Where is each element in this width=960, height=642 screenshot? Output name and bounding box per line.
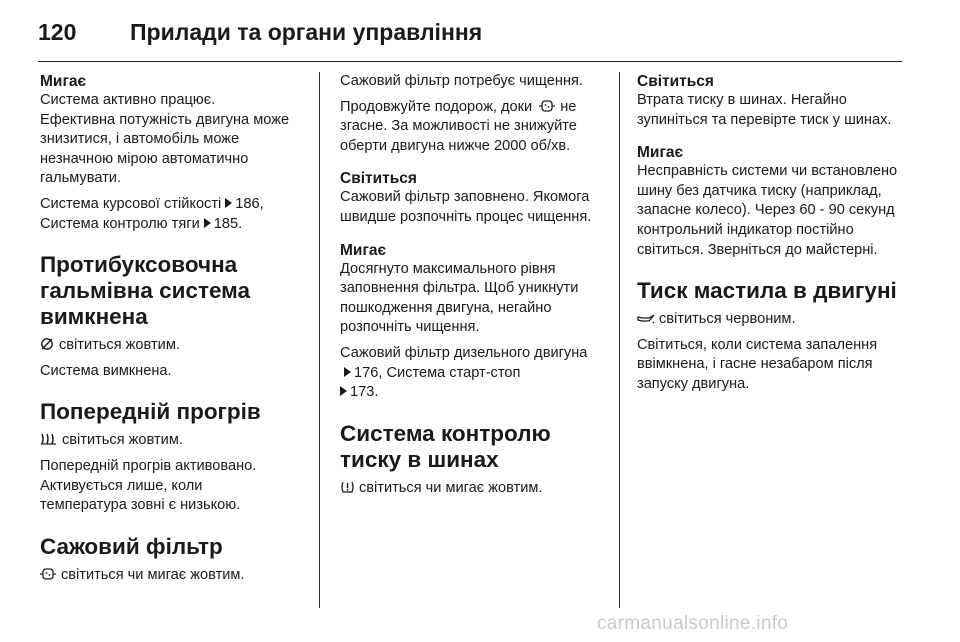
particle-filter-icon — [40, 567, 57, 581]
page-header — [38, 14, 482, 50]
paragraph: Сажовий фільтр заповнено. Якомога швидше розпочніть процес чищення. — [340, 189, 592, 225]
text: 176, Система старт-стоп — [354, 364, 521, 381]
page-title: Прилади та органи управління — [130, 18, 483, 45]
section-heading: Попередній прогрів — [40, 399, 261, 425]
icon-line — [40, 566, 290, 586]
icon-line — [340, 479, 598, 499]
reference-arrow-icon — [344, 367, 351, 377]
section-heading: Протибуксовочна гальмівна система вимкнена — [40, 252, 251, 330]
text: Продовжуйте подорож, доки — [340, 98, 533, 115]
section-heading: Сажовий фільтр — [40, 533, 223, 559]
reference-paragraph — [40, 195, 290, 234]
column-1 — [40, 72, 290, 591]
paragraph: Система активно працює. Ефективна потужність двигуна може знизитися, і автомобіль може незначною мірою автоматично гальмувати. — [40, 92, 290, 187]
paragraph — [340, 98, 598, 157]
watermark: carmanualsonline.info — [597, 613, 789, 634]
abs-off-icon — [40, 337, 55, 351]
reference-arrow-icon — [204, 218, 211, 228]
reference-arrow-icon — [225, 198, 232, 208]
column-3 — [637, 72, 902, 401]
paragraph: Досягнуто максимального рівня заповнення фільтра. Щоб уникнути пошкодження двигуна, негайно розпочніть чищення. — [340, 260, 579, 336]
blinks-subheading: Мигає — [340, 241, 387, 259]
column-divider — [319, 72, 320, 608]
column-2 — [340, 72, 598, 504]
reference-arrow-icon — [340, 386, 347, 396]
paragraph: Попередній прогрів активовано. Активується лише, коли температура зовні є низькою. — [40, 457, 257, 514]
icon-line — [40, 336, 290, 356]
particle-filter-icon — [539, 99, 556, 113]
text: 185. — [213, 215, 243, 232]
paragraph: Сажовий фільтр потребує чищення. — [340, 73, 583, 89]
glow-plug-icon — [40, 432, 58, 446]
lit-subheading: Світиться — [637, 73, 714, 90]
text: 173. — [350, 384, 379, 401]
text: світиться чи мигає жовтим. — [359, 479, 543, 496]
text: 186, Система контролю тяги — [40, 195, 264, 232]
lit-subheading: Світиться — [340, 170, 417, 188]
text: Сажовий фільтр дизельного двигуна — [340, 344, 588, 361]
oil-pressure-icon — [637, 313, 655, 325]
reference-paragraph — [340, 344, 598, 403]
text: світиться червоним. — [659, 311, 796, 328]
section-heading: Тиск мастила в двигуні — [637, 278, 897, 304]
text: світиться жовтим. — [59, 337, 180, 354]
header-rule — [38, 61, 902, 62]
column-divider — [619, 72, 620, 608]
blinks-subheading: Мигає — [40, 73, 87, 90]
icon-line — [637, 310, 902, 330]
paragraph: Система вимкнена. — [40, 362, 172, 379]
section-heading: Система контролю тиску в шинах — [340, 420, 551, 472]
icon-line — [40, 431, 290, 451]
text: не згасне. За можливості не знижуйте оберти двигуна нижче 2000 об/хв. — [340, 98, 577, 154]
text: Система курсової стійкості — [40, 195, 222, 212]
text: світиться жовтим. — [62, 432, 183, 449]
page-number: 120 — [38, 18, 77, 45]
paragraph: Світиться, коли система запалення ввімкнена, і гасне незабаром після запуску двигуна. — [637, 336, 878, 392]
text: світиться чи мигає жовтим. — [61, 566, 245, 583]
blinks-subheading: Мигає — [637, 144, 684, 162]
paragraph: Несправність системи чи встановлено шину без датчика тиску (наприклад, запасне колесо). Через 60 - 90 секунд контрольний індикатор постійно світиться. Зверніться до майстерні. — [637, 163, 898, 258]
tire-pressure-icon — [340, 480, 355, 494]
paragraph: Втрата тиску в шинах. Негайно зупиніться та перевірте тиск у шинах. — [637, 92, 892, 128]
